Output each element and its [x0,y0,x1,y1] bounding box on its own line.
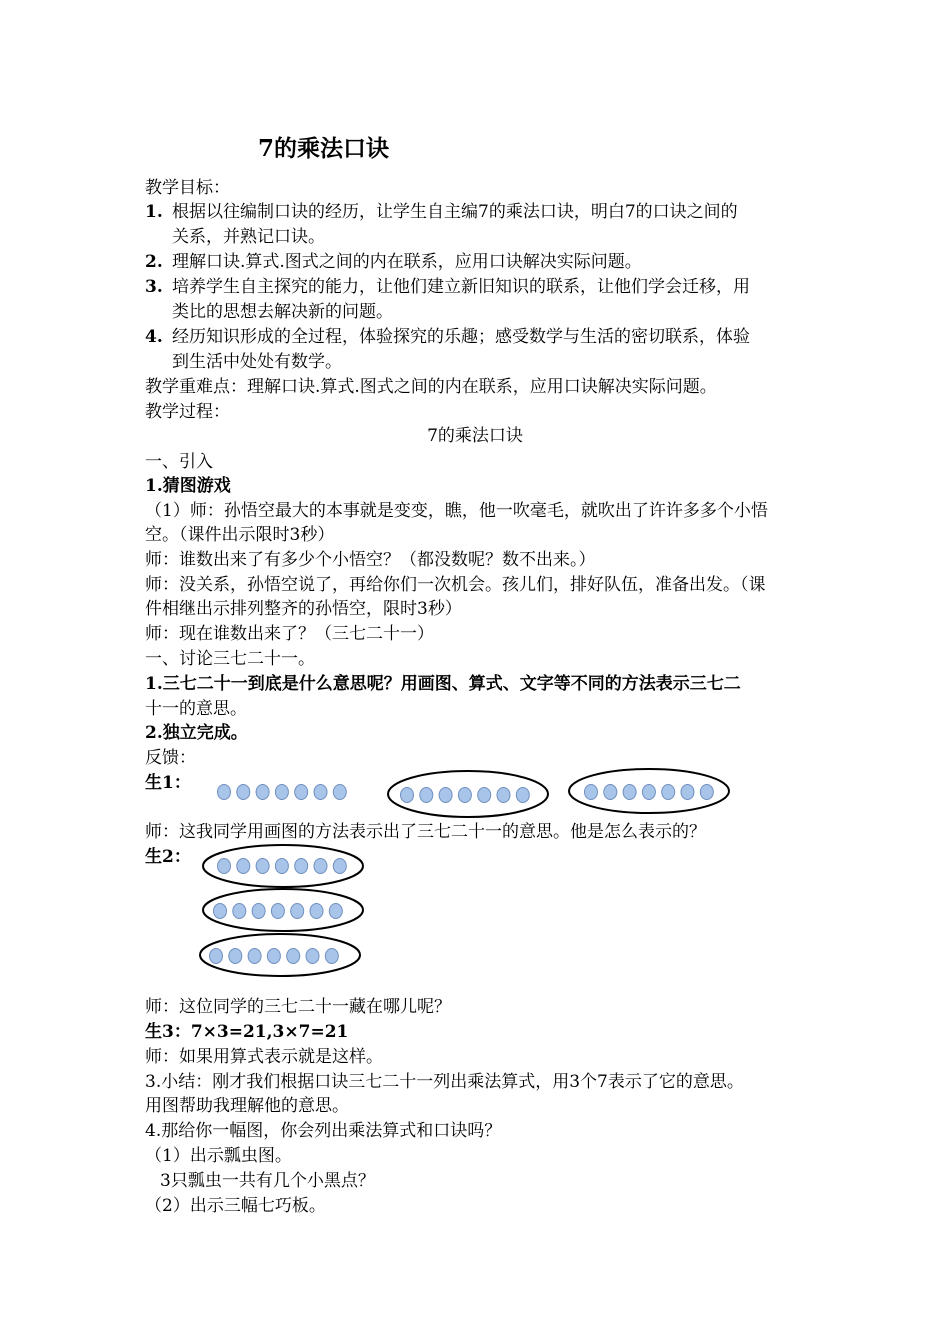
objective-4-line2: 到生活中处处有数学。 [172,352,342,372]
dot [439,788,452,803]
dot [478,788,491,803]
text-line: （1）出示瓢虫图。 [145,1146,292,1166]
dot [662,785,675,800]
student-3-label: 生3：7×3=21,3×7=21 [145,1022,349,1042]
text-line: 3只瓢虫一共有几个小黑点？ [160,1171,375,1191]
text-line: 2.独立完成。 [145,723,248,743]
dot [420,788,433,803]
dot [516,788,529,803]
dot [623,785,636,800]
dot [329,904,342,919]
dot [252,904,265,919]
objective-1-line1: 根据以往编制口诀的经历，让学生自主编7的乘法口诀，明白7的口诀之间的 [172,202,738,222]
objective-2-num: 2. [145,252,163,272]
dot [291,904,304,919]
dot [271,904,284,919]
dot [210,949,223,964]
dot [256,859,269,874]
text-line: 用图帮助我理解他的意思。 [145,1096,349,1116]
dot [497,788,510,803]
dot [295,785,308,800]
text-line: 一、讨论三七二十一。 [145,649,315,669]
objectives-label: 教学目标： [145,178,230,198]
text-line: 师：没关系，孙悟空说了，再给你们一次机会。孩儿们，排好队伍，准备出发。（课 [145,575,766,595]
text-line: 师：现在谁数出来了？（三七二十一） [145,624,434,644]
dot [275,859,288,874]
dot [218,859,231,874]
section-subtitle: 7的乘法口诀 [427,426,523,446]
text-line: 十一的意思。 [145,699,247,719]
dot [314,859,327,874]
dot [287,949,300,964]
dot [218,785,231,800]
objective-4-num: 4. [145,327,163,347]
dot [295,859,308,874]
text-line: 4.那给你一幅图，你会列出乘法算式和口诀吗？ [145,1121,502,1141]
student-2-label: 生2： [145,847,191,867]
dot [214,904,227,919]
dot [604,785,617,800]
objective-2-line1: 理解口诀.算式.图式之间的内在联系，应用口诀解决实际问题。 [172,252,642,272]
objective-3-num: 3. [145,277,163,297]
dot [681,785,694,800]
dot [306,949,319,964]
dot [310,904,323,919]
dot [700,785,713,800]
text-line: 1.猜图游戏 [145,476,231,496]
objective-4-line1: 经历知识形成的全过程，体验探究的乐趣；感受数学与生活的密切联系，体验 [172,327,750,347]
objective-3-line2: 类比的思想去解决新的问题。 [172,302,393,322]
dot [458,788,471,803]
dot [642,785,655,800]
text-line: 3.小结：刚才我们根据口诀三七二十一列出乘法算式，用3个7表示了它的意思。 [145,1072,744,1092]
dot [333,859,346,874]
dot [314,785,327,800]
text-line: 1.三七二十一到底是什么意思呢？用画图、算式、文字等不同的方法表示三七二 [145,674,741,694]
text-line: 师：如果用算式表示就是这样。 [145,1047,383,1067]
dot [229,949,242,964]
dot [267,949,280,964]
student-1-label: 生1： [145,773,191,793]
dot [237,859,250,874]
dot [401,788,414,803]
dot [248,949,261,964]
process-label: 教学过程： [145,402,230,422]
text-line: 反馈： [145,748,196,768]
text-line: 件相继出示排列整齐的孙悟空，限时3秒） [145,599,462,619]
dot [325,949,338,964]
text-line: 师：这我同学用画图的方法表示出了三七二十一的意思。他是怎么表示的？ [145,822,706,842]
objective-1-line2: 关系，并熟记口诀。 [172,227,325,247]
dot [585,785,598,800]
dot [233,904,246,919]
key-points: 教学重难点：理解口诀.算式.图式之间的内在联系，应用口诀解决实际问题。 [145,377,717,397]
page-title: 7的乘法口诀 [258,135,390,162]
objective-1-num: 1. [145,202,163,222]
text-line: 一、引入 [145,452,213,472]
text-line: 师：这位同学的三七二十一藏在哪儿呢？ [145,997,451,1017]
objective-3-line1: 培养学生自主探究的能力，让他们建立新旧知识的联系，让他们学会迁移，用 [172,277,750,297]
text-line: （1）师：孙悟空最大的本事就是变变，瞧，他一吹毫毛，就吹出了许许多多个小悟 [145,501,768,521]
text-line: 师：谁数出来了有多少个小悟空？（都没数呢？数不出来。） [145,550,596,570]
text-line: （2）出示三幅七巧板。 [145,1196,326,1216]
dot [256,785,269,800]
text-line: 空。（课件出示限时3秒） [145,525,335,545]
dot [237,785,250,800]
dot [275,785,288,800]
dot [333,785,346,800]
